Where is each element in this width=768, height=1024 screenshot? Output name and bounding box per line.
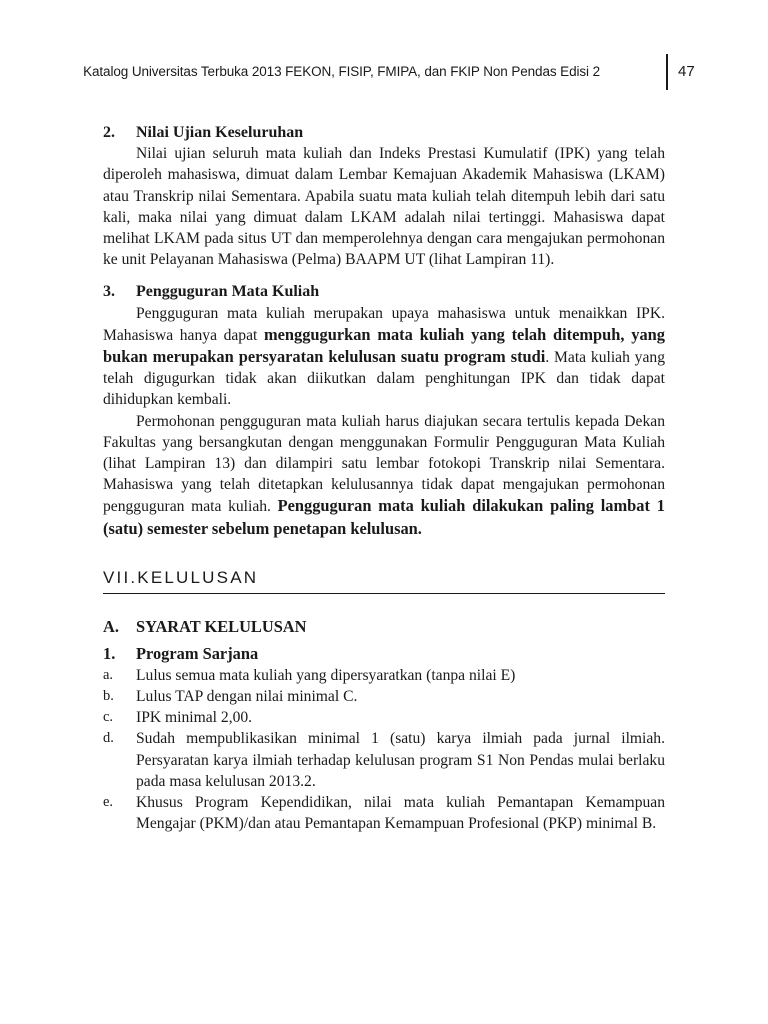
section-3-number: 3. — [103, 283, 115, 301]
section-3-paragraph-1 — [103, 303, 665, 411]
page-content — [103, 122, 665, 834]
page-header — [83, 60, 700, 90]
list-item-text: Sudah mempublikasikan minimal 1 (satu) karya ilmiah pada jurnal ilmiah. Persyaratan karya ilmiah terhadap kelulusan program S1 Non Pendas mulai berlaku pada masa kelulusan 2013.2. — [136, 730, 665, 790]
program-heading — [103, 643, 665, 665]
list-item — [103, 686, 665, 707]
list-item — [103, 792, 665, 834]
list-item-letter: a. — [103, 666, 114, 683]
list-item-text: Lulus TAP dengan nilai minimal C. — [136, 688, 358, 706]
program-number: 1. — [103, 643, 116, 663]
list-item-text: Khusus Program Kependidikan, nilai mata kuliah Pemantapan Kemampuan Mengajar (PKM)/dan atau Pemantapan Kemampuan Profesional (PKP) minimal B. — [136, 794, 665, 833]
list-item-letter: d. — [103, 730, 114, 747]
list-item — [103, 665, 665, 686]
section-3-heading — [103, 281, 665, 302]
section-3-paragraph-2 — [103, 411, 665, 540]
section-3-title: Pengguguran Mata Kuliah — [136, 283, 320, 301]
list-item — [103, 707, 665, 728]
subsection-a-heading — [103, 616, 665, 638]
list-item-text: Lulus semua mata kuliah yang dipersyaratkan (tanpa nilai E) — [136, 666, 516, 684]
section-2-paragraph: Nilai ujian seluruh mata kuliah dan Indeks Prestasi Kumulatif (IPK) yang telah diperoleh mahasiswa, dimuat dalam Lembar Kemajuan Akademik Mahasiswa (LKAM) atau Transkrip nilai Sementara. Apabila suatu mata kuliah telah ditempuh lebih dari satu kali, maka nilai yang dimuat dalam LKAM adalah nilai tertinggi. Mahasiswa dapat melihat LKAM pada situs UT dan memperolehnya dengan cara mengajukan permohonan ke unit Pelayanan Mahasiswa (Pelma) BAAPM UT (lihat Lampiran 11). — [103, 145, 665, 269]
section-2-heading — [103, 122, 665, 143]
section-3-p1-end: . Mata kuliah yang telah digugurkan tidak akan diikutkan dalam penghitungan IPK dan tidak dapat dihidupkan kembali. — [103, 349, 665, 409]
section-2-number: 2. — [103, 124, 115, 141]
list-item-text: IPK minimal 2,00. — [136, 709, 253, 727]
list-item-letter: e. — [103, 794, 114, 811]
section-3-p1-bold: menggugurkan mata kuliah yang telah ditempuh, yang bukan merupakan persyaratan kelulusan suatu program studi — [103, 324, 665, 367]
section-2-title: Nilai Ujian Keseluruhan — [136, 124, 304, 141]
section-3-p1-start: Pengguguran mata kuliah merupakan upaya mahasiswa untuk menaikkan IPK. Mahasiswa hanya dapat — [103, 304, 665, 344]
page-number: 47 — [678, 63, 695, 80]
subsection-a-title: SYARAT KELULUSAN — [136, 616, 307, 636]
list-item-letter: b. — [103, 688, 114, 705]
list-item-letter: c. — [103, 709, 114, 726]
chapter-heading: VII.KELULUSAN — [103, 566, 665, 594]
section-3-p2-start: Permohonan pengguguran mata kuliah harus diajukan secara tertulis kepada Dekan Fakultas yang bersangkutan dengan menggunakan Formulir Pengguguran Mata Kuliah (lihat Lampiran 13) dan dilampiri satu lembar fotokopi Transkrip nilai Sementara. Mahasiswa yang telah ditetapkan kelulusannya tidak dapat mengajukan permohonan pengguguran mata kuliah. — [103, 412, 665, 516]
header-divider — [666, 54, 668, 90]
header-title: Katalog Universitas Terbuka 2013 FEKON, FISIP, FMIPA, dan FKIP Non Pendas Edisi 2 — [83, 64, 600, 79]
list-item — [103, 728, 665, 792]
requirements-list — [103, 665, 665, 835]
subsection-a-letter: A. — [103, 616, 119, 636]
section-3-p2-bold: Pengguguran mata kuliah dilakukan paling lambat 1 (satu) semester sebelum penetapan kelulusan. — [103, 496, 665, 538]
program-title: Program Sarjana — [136, 643, 259, 663]
